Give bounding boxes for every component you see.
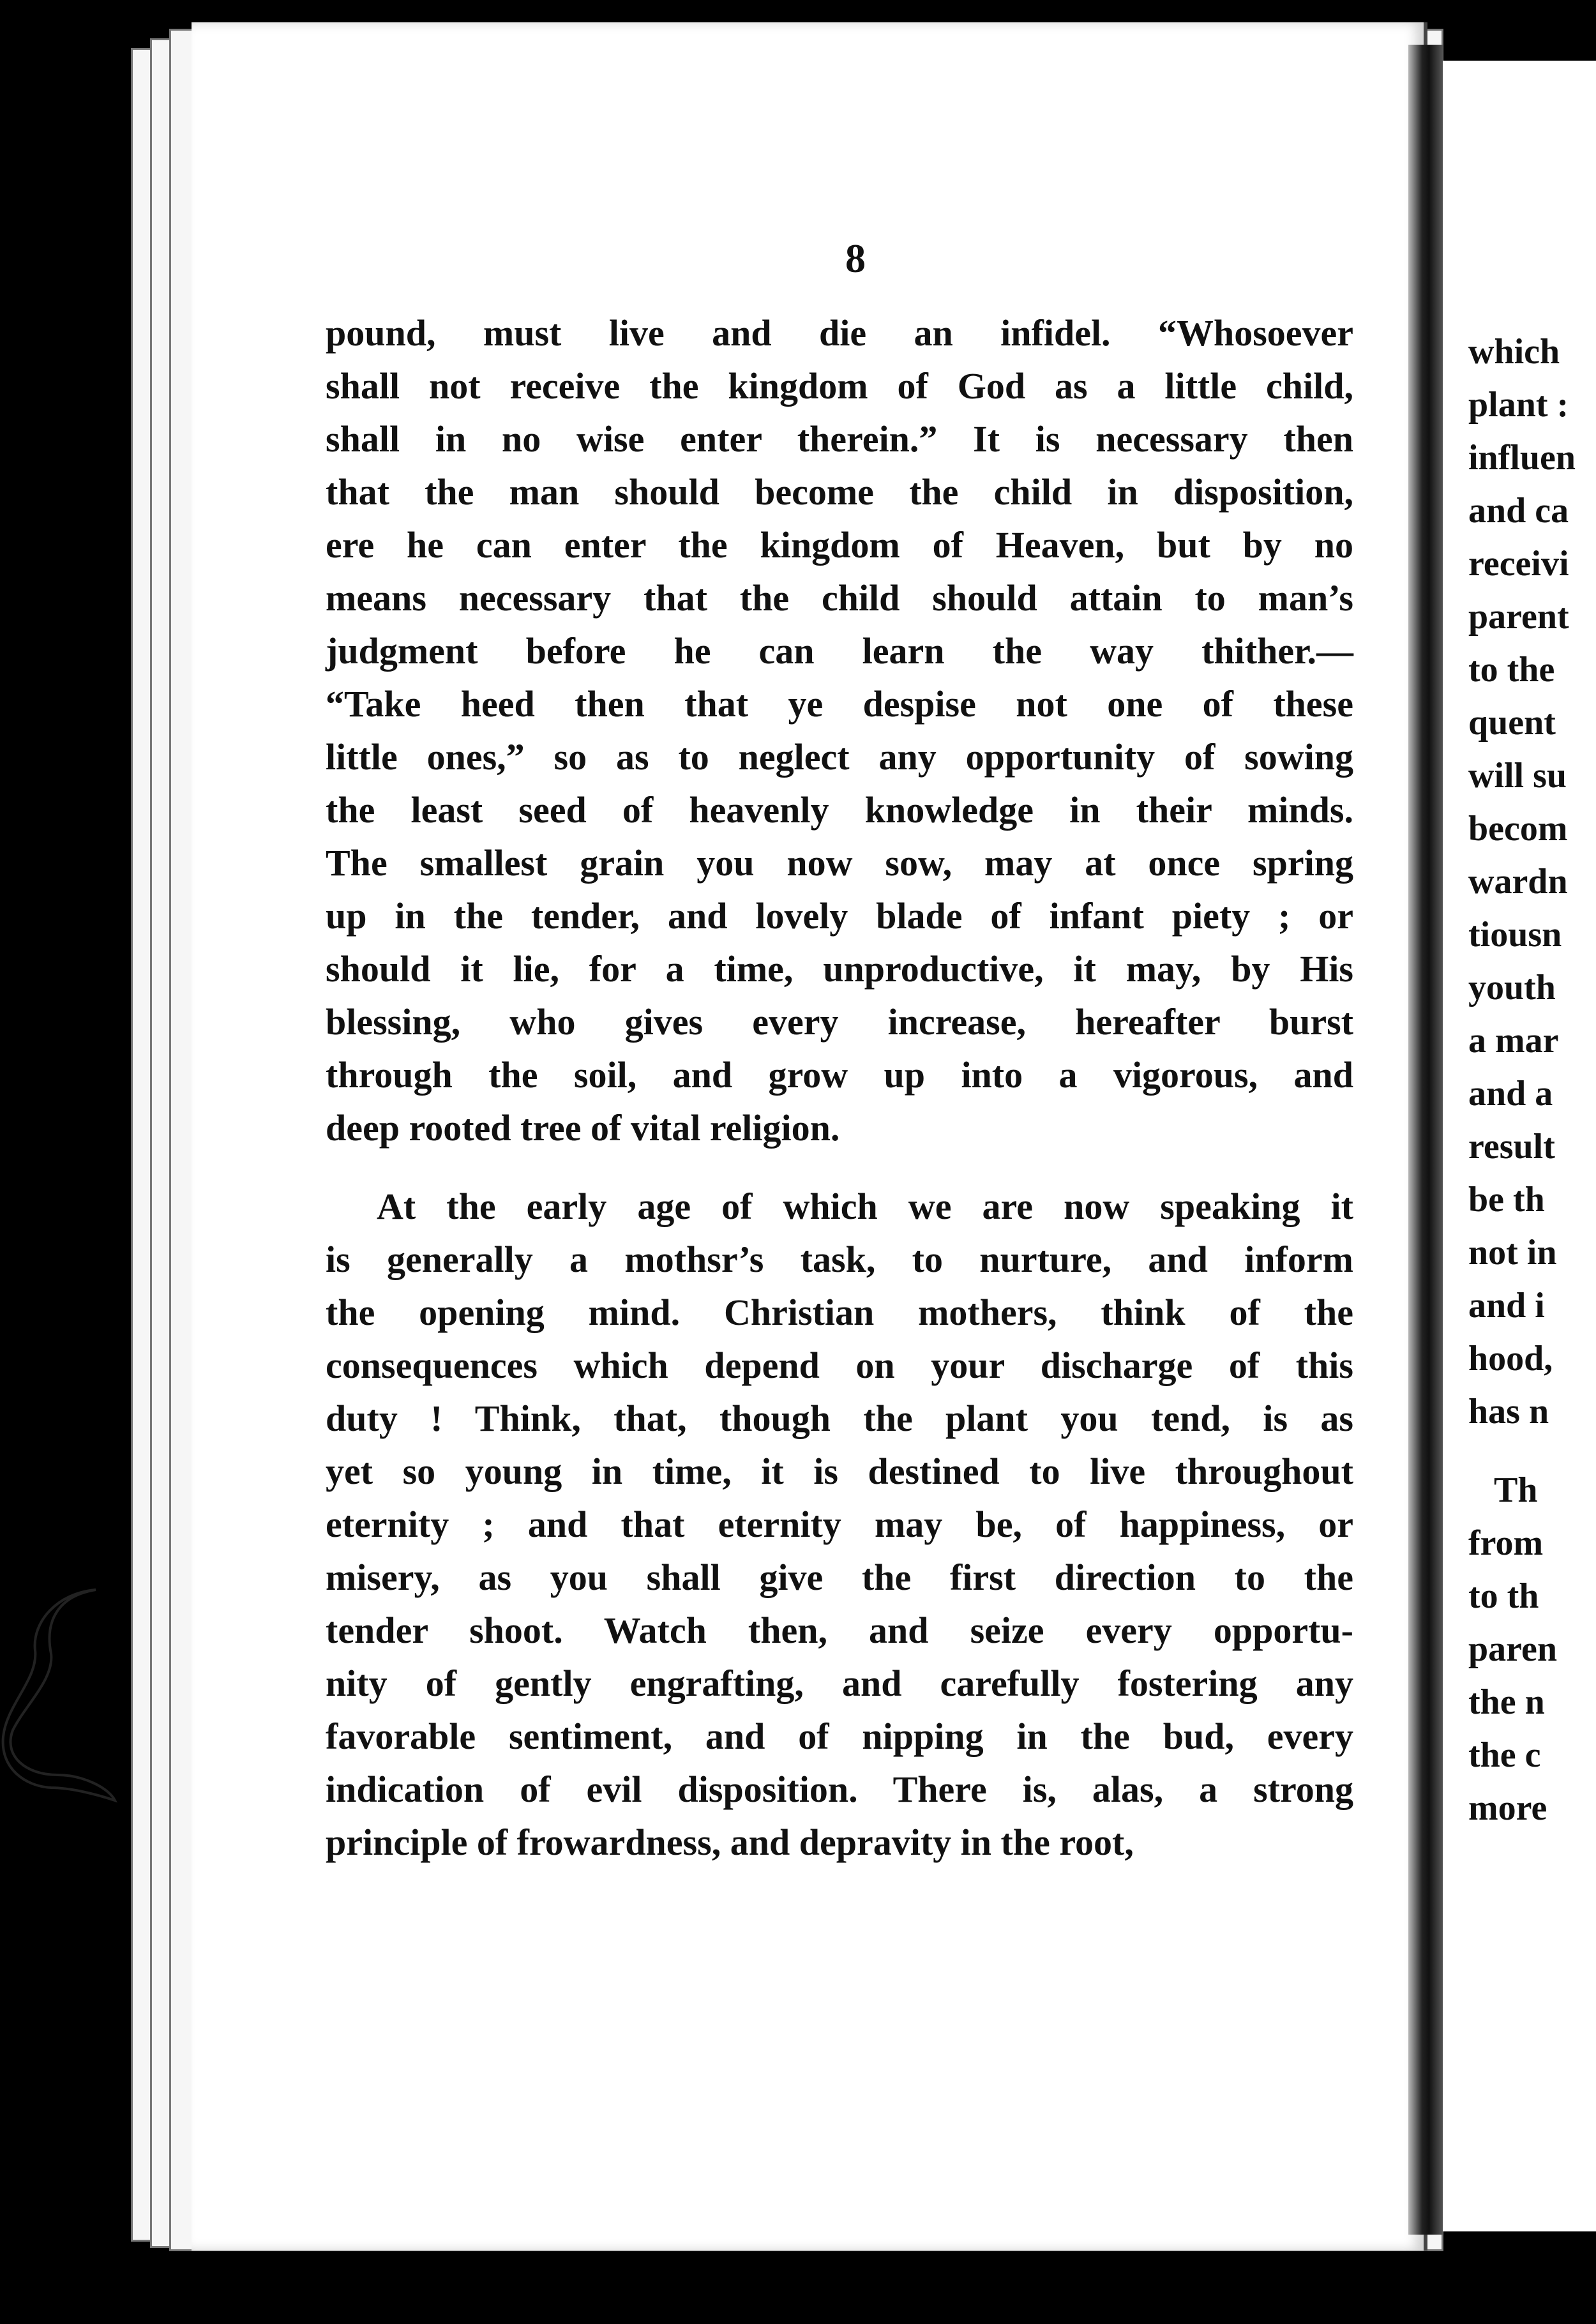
text-line: indication of evil disposition. There is, alas, a strong xyxy=(326,1769,1353,1810)
text-line: means necessary that the child should attain to man’s xyxy=(326,577,1353,619)
text-line: the least seed of heavenly knowledge in their minds. xyxy=(326,789,1353,831)
text-line: should it lie, for a time, unproductive, it may, by His xyxy=(326,948,1353,990)
text-line: duty ! Think, that, though the plant you tend, is as xyxy=(326,1398,1353,1439)
body-text xyxy=(326,306,1353,1869)
facing-text-line: and i xyxy=(1468,1286,1545,1325)
text-line: misery, as you shall give the first direction to the xyxy=(326,1557,1353,1598)
text-line: deep rooted tree of vital religion. xyxy=(326,1107,840,1149)
text-line: that the man should become the child in disposition, xyxy=(326,471,1353,513)
facing-page-text xyxy=(1468,326,1596,1835)
facing-text-line: will su xyxy=(1468,756,1567,796)
facing-text-line: has n xyxy=(1468,1392,1549,1431)
text-line: eternity ; and that eternity may be, of happiness, or xyxy=(326,1504,1353,1545)
facing-text-line: hood, xyxy=(1468,1339,1553,1378)
text-line: “Take heed then that ye despise not one of these xyxy=(326,683,1353,725)
text-line: little ones,” so as to neglect any opportunity of sowing xyxy=(326,736,1353,778)
paragraph-gap xyxy=(1468,1438,1596,1464)
facing-text-line: and a xyxy=(1468,1074,1553,1113)
facing-page-lines xyxy=(1468,326,1596,1835)
paragraph-container xyxy=(326,306,1353,1869)
facing-text-line: Th xyxy=(1494,1470,1538,1510)
text-line: judgment before he can learn the way thither.— xyxy=(326,630,1353,672)
text-line: the opening mind. Christian mothers, think of the xyxy=(326,1292,1353,1333)
facing-text-line: not in xyxy=(1468,1233,1557,1272)
text-line: consequences which depend on your discharge of this xyxy=(326,1345,1353,1386)
text-line: yet so young in time, it is destined to live throughout xyxy=(326,1451,1353,1492)
facing-text-line: from xyxy=(1468,1523,1544,1563)
facing-text-line: influen xyxy=(1468,438,1576,478)
text-line: ere he can enter the kingdom of Heaven, but by no xyxy=(326,524,1353,566)
facing-text-line: which xyxy=(1468,332,1560,372)
text-line: favorable sentiment, and of nipping in the bud, every xyxy=(326,1716,1353,1757)
text-line: At the early age of which we are now speaking it xyxy=(377,1186,1353,1227)
facing-text-line: becom xyxy=(1468,809,1568,849)
text-line: The smallest grain you now sow, may at once spring xyxy=(326,842,1353,884)
paragraph-gap xyxy=(326,1154,1353,1180)
facing-text-line: a mar xyxy=(1468,1021,1559,1060)
facing-text-line: and ca xyxy=(1468,491,1569,531)
text-line: pound, must live and die an infidel. “Whosoever xyxy=(326,312,1353,354)
facing-text-line: wardn xyxy=(1468,862,1568,902)
text-line: is generally a mothsr’s task, to nurture, and inform xyxy=(326,1239,1353,1280)
facing-text-line: youth xyxy=(1468,968,1556,1007)
text-line: shall not receive the kingdom of God as a little child, xyxy=(326,365,1353,407)
facing-text-line: the c xyxy=(1468,1735,1541,1775)
page-number: 8 xyxy=(845,236,866,281)
book-gutter xyxy=(1408,45,1443,2235)
facing-text-line: be th xyxy=(1468,1180,1545,1219)
text-line: principle of frowardness, and depravity in the root, xyxy=(326,1822,1134,1863)
text-line: shall in no wise enter therein.” It is necessary then xyxy=(326,418,1353,460)
text-line: blessing, who gives every increase, hereafter burst xyxy=(326,1001,1353,1043)
text-line: through the soil, and grow up into a vigorous, and xyxy=(326,1054,1353,1096)
text-line: nity of gently engrafting, and carefully fostering any xyxy=(326,1663,1353,1704)
facing-text-line: the n xyxy=(1468,1682,1545,1722)
facing-text-line: to the xyxy=(1468,650,1555,690)
facing-text-line: plant : xyxy=(1468,385,1569,425)
facing-text-line: to th xyxy=(1468,1576,1539,1616)
facing-text-line: tiousn xyxy=(1468,915,1562,954)
stray-pen-mark-icon xyxy=(0,1583,128,1826)
facing-text-line: more xyxy=(1468,1788,1547,1828)
text-line: tender shoot. Watch then, and seize every opportu- xyxy=(326,1610,1353,1651)
facing-text-line: quent xyxy=(1468,703,1556,743)
facing-text-line: receivi xyxy=(1468,544,1569,584)
facing-text-line: parent xyxy=(1468,597,1569,637)
facing-text-line: paren xyxy=(1468,1629,1557,1669)
text-line: up in the tender, and lovely blade of infant piety ; or xyxy=(326,895,1353,937)
facing-text-line: result xyxy=(1468,1127,1555,1166)
